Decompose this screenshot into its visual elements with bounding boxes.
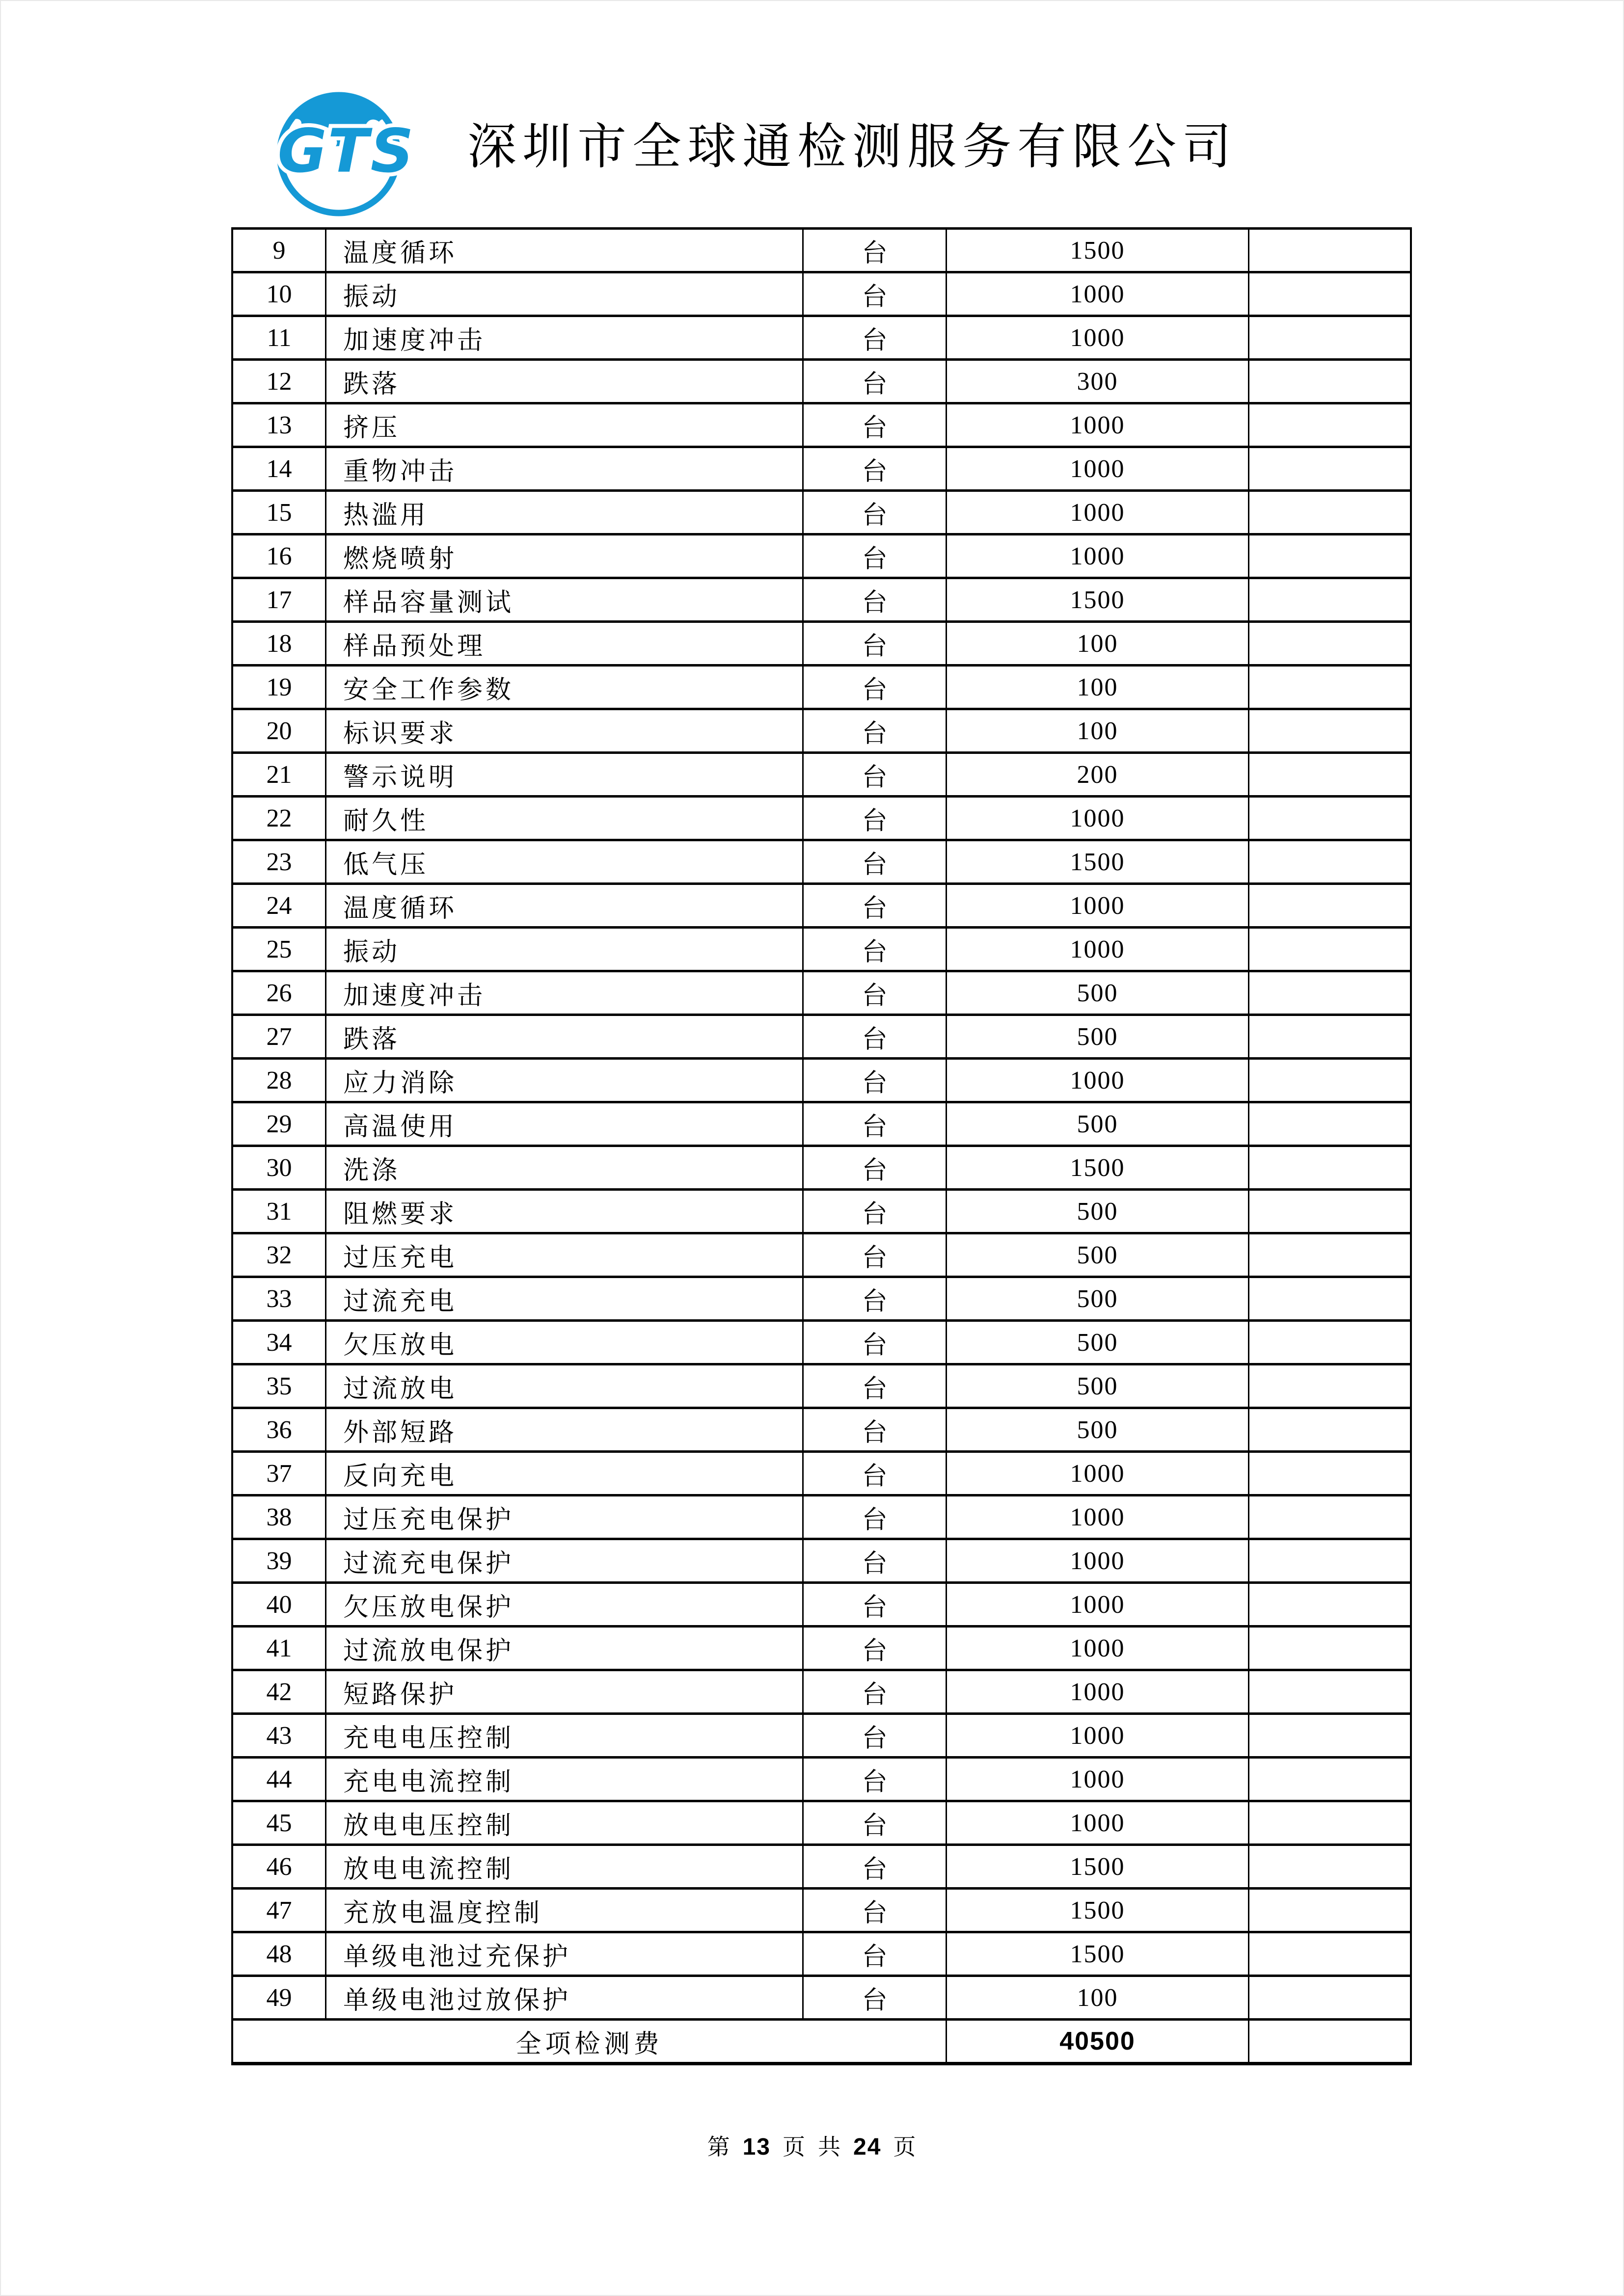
item-name: 洗涤: [326, 1146, 803, 1190]
notes-cell: [1249, 578, 1411, 622]
price: 1000: [947, 403, 1249, 447]
unit: 台: [803, 622, 947, 666]
item-name: 重物冲击: [326, 447, 803, 491]
item-name: 温度循环: [326, 229, 803, 272]
row-number: 38: [232, 1495, 326, 1539]
notes-cell: [1249, 709, 1411, 753]
table-row: [232, 1408, 1411, 1452]
table-body: [232, 229, 1411, 2020]
unit: 台: [803, 1976, 947, 2020]
table-row: [232, 1670, 1411, 1714]
notes-cell: [1249, 447, 1411, 491]
item-name: 应力消除: [326, 1059, 803, 1102]
unit: 台: [803, 491, 947, 534]
row-number: 45: [232, 1801, 326, 1845]
price: 1000: [947, 1627, 1249, 1670]
item-name: 阻燃要求: [326, 1190, 803, 1233]
notes-cell: [1249, 928, 1411, 971]
row-number: 35: [232, 1364, 326, 1408]
price: 1000: [947, 1670, 1249, 1714]
row-number: 47: [232, 1889, 326, 1932]
table-row: [232, 622, 1411, 666]
row-number: 34: [232, 1321, 326, 1364]
table-row: [232, 360, 1411, 403]
notes-cell: [1249, 1845, 1411, 1889]
row-number: 10: [232, 272, 326, 316]
item-name: 充电电流控制: [326, 1758, 803, 1801]
row-number: 36: [232, 1408, 326, 1452]
price: 1500: [947, 1889, 1249, 1932]
row-number: 25: [232, 928, 326, 971]
unit: 台: [803, 1452, 947, 1495]
table-row: [232, 1146, 1411, 1190]
item-name: 欠压放电: [326, 1321, 803, 1364]
total-label: 全项检测费: [232, 2020, 947, 2064]
item-name: 放电电压控制: [326, 1801, 803, 1845]
row-number: 27: [232, 1015, 326, 1059]
unit: 台: [803, 709, 947, 753]
price: 1000: [947, 797, 1249, 840]
unit: 台: [803, 1889, 947, 1932]
price: 1000: [947, 1583, 1249, 1627]
item-name: 安全工作参数: [326, 666, 803, 709]
table-row: [232, 491, 1411, 534]
unit: 台: [803, 316, 947, 360]
unit: 台: [803, 447, 947, 491]
price: 500: [947, 1408, 1249, 1452]
company-name-title: 深圳市全球通检测服务有限公司: [467, 120, 1237, 174]
price: 1000: [947, 928, 1249, 971]
row-number: 22: [232, 797, 326, 840]
notes-cell: [1249, 316, 1411, 360]
price: 100: [947, 666, 1249, 709]
table-row: [232, 447, 1411, 491]
item-name: 跌落: [326, 360, 803, 403]
table-row: [232, 1452, 1411, 1495]
unit: 台: [803, 1321, 947, 1364]
notes-cell: [1249, 1976, 1411, 2020]
item-name: 跌落: [326, 1015, 803, 1059]
item-name: 警示说明: [326, 753, 803, 797]
total-row: [232, 2020, 1411, 2064]
item-name: 样品容量测试: [326, 578, 803, 622]
price: 100: [947, 622, 1249, 666]
table-row: [232, 1364, 1411, 1408]
row-number: 33: [232, 1277, 326, 1321]
row-number: 48: [232, 1932, 326, 1976]
item-name: 加速度冲击: [326, 316, 803, 360]
price: 1000: [947, 1452, 1249, 1495]
footer-mid1: 页: [783, 2135, 806, 2160]
row-number: 12: [232, 360, 326, 403]
table-row: [232, 534, 1411, 578]
notes-cell: [1249, 753, 1411, 797]
price: 500: [947, 1190, 1249, 1233]
item-name: 热滥用: [326, 491, 803, 534]
row-number: 31: [232, 1190, 326, 1233]
unit: 台: [803, 360, 947, 403]
row-number: 29: [232, 1102, 326, 1146]
unit: 台: [803, 1583, 947, 1627]
footer-prefix: 第: [707, 2135, 731, 2160]
table-row: [232, 753, 1411, 797]
unit: 台: [803, 1758, 947, 1801]
unit: 台: [803, 884, 947, 928]
row-number: 32: [232, 1233, 326, 1277]
table-row: [232, 1845, 1411, 1889]
item-name: 充放电温度控制: [326, 1889, 803, 1932]
unit: 台: [803, 534, 947, 578]
price: 1500: [947, 1845, 1249, 1889]
notes-cell: [1249, 971, 1411, 1015]
price: 1500: [947, 1932, 1249, 1976]
notes-cell: [1249, 1714, 1411, 1758]
row-number: 13: [232, 403, 326, 447]
unit: 台: [803, 1059, 947, 1102]
unit: 台: [803, 578, 947, 622]
table-row: [232, 1015, 1411, 1059]
notes-cell: [1249, 534, 1411, 578]
notes-cell: [1249, 1801, 1411, 1845]
table-row: [232, 1583, 1411, 1627]
unit: 台: [803, 403, 947, 447]
footer-total-pages: 24: [853, 2134, 882, 2160]
unit: 台: [803, 1539, 947, 1583]
table-row: [232, 1976, 1411, 2020]
price: 1500: [947, 840, 1249, 884]
row-number: 41: [232, 1627, 326, 1670]
item-name: 挤压: [326, 403, 803, 447]
table-row: [232, 1102, 1411, 1146]
notes-cell: [1249, 1670, 1411, 1714]
unit: 台: [803, 840, 947, 884]
notes-cell: [1249, 666, 1411, 709]
table-row: [232, 666, 1411, 709]
item-name: 过流充电保护: [326, 1539, 803, 1583]
table-row: [232, 272, 1411, 316]
unit: 台: [803, 1627, 947, 1670]
price: 500: [947, 1321, 1249, 1364]
row-number: 49: [232, 1976, 326, 2020]
notes-cell: [1249, 1277, 1411, 1321]
row-number: 17: [232, 578, 326, 622]
notes-cell: [1249, 1146, 1411, 1190]
item-name: 过流充电: [326, 1277, 803, 1321]
unit: 台: [803, 1015, 947, 1059]
table-row: [232, 1889, 1411, 1932]
notes-cell: [1249, 1015, 1411, 1059]
row-number: 30: [232, 1146, 326, 1190]
item-name: 放电电流控制: [326, 1845, 803, 1889]
price: 1000: [947, 316, 1249, 360]
item-name: 欠压放电保护: [326, 1583, 803, 1627]
item-name: 低气压: [326, 840, 803, 884]
unit: 台: [803, 666, 947, 709]
notes-cell: [1249, 1321, 1411, 1364]
unit: 台: [803, 971, 947, 1015]
table-row: [232, 1932, 1411, 1976]
unit: 台: [803, 1495, 947, 1539]
row-number: 24: [232, 884, 326, 928]
notes-cell: [1249, 1495, 1411, 1539]
item-name: 燃烧喷射: [326, 534, 803, 578]
row-number: 16: [232, 534, 326, 578]
item-name: 反向充电: [326, 1452, 803, 1495]
row-number: 15: [232, 491, 326, 534]
notes-cell: [1249, 840, 1411, 884]
notes-cell: [1249, 1408, 1411, 1452]
table-total-section: [232, 2020, 1411, 2064]
price: 1000: [947, 1714, 1249, 1758]
page-number-footer: [0, 2129, 1624, 2162]
table-row: [232, 1321, 1411, 1364]
unit: 台: [803, 1146, 947, 1190]
table-row: [232, 1190, 1411, 1233]
notes-cell: [1249, 1233, 1411, 1277]
notes-cell: [1249, 272, 1411, 316]
row-number: 23: [232, 840, 326, 884]
row-number: 18: [232, 622, 326, 666]
notes-cell: [1249, 1627, 1411, 1670]
gts-globe-logo: [265, 87, 442, 225]
price: 500: [947, 1277, 1249, 1321]
item-name: 过压充电: [326, 1233, 803, 1277]
price: 1000: [947, 491, 1249, 534]
test-fee-table: [231, 227, 1412, 2065]
table-row: [232, 1495, 1411, 1539]
row-number: 19: [232, 666, 326, 709]
table-row: [232, 229, 1411, 272]
table-row: [232, 971, 1411, 1015]
notes-cell: [1249, 1452, 1411, 1495]
notes-cell: [1249, 1190, 1411, 1233]
unit: 台: [803, 1932, 947, 1976]
price: 100: [947, 709, 1249, 753]
price: 200: [947, 753, 1249, 797]
unit: 台: [803, 229, 947, 272]
item-name: 样品预处理: [326, 622, 803, 666]
table-row: [232, 1059, 1411, 1102]
row-number: 11: [232, 316, 326, 360]
table-row: [232, 1627, 1411, 1670]
notes-cell: [1249, 229, 1411, 272]
table-row: [232, 884, 1411, 928]
notes-cell: [1249, 1059, 1411, 1102]
notes-cell: [1249, 491, 1411, 534]
item-name: 过压充电保护: [326, 1495, 803, 1539]
unit: 台: [803, 1714, 947, 1758]
item-name: 过流放电保护: [326, 1627, 803, 1670]
unit: 台: [803, 272, 947, 316]
price: 1500: [947, 578, 1249, 622]
notes-cell: [1249, 797, 1411, 840]
total-notes-cell: [1249, 2020, 1411, 2064]
item-name: 单级电池过放保护: [326, 1976, 803, 2020]
unit: 台: [803, 1190, 947, 1233]
item-name: 振动: [326, 272, 803, 316]
price: 500: [947, 1364, 1249, 1408]
table-row: [232, 316, 1411, 360]
notes-cell: [1249, 403, 1411, 447]
notes-cell: [1249, 1758, 1411, 1801]
price: 1500: [947, 229, 1249, 272]
item-name: 标识要求: [326, 709, 803, 753]
price: 1000: [947, 1801, 1249, 1845]
unit: 台: [803, 753, 947, 797]
notes-cell: [1249, 1583, 1411, 1627]
notes-cell: [1249, 622, 1411, 666]
item-name: 耐久性: [326, 797, 803, 840]
unit: 台: [803, 797, 947, 840]
notes-cell: [1249, 884, 1411, 928]
notes-cell: [1249, 1889, 1411, 1932]
notes-cell: [1249, 1102, 1411, 1146]
notes-cell: [1249, 1364, 1411, 1408]
price: 1000: [947, 884, 1249, 928]
price: 100: [947, 1976, 1249, 2020]
table-row: [232, 928, 1411, 971]
price: 1000: [947, 1495, 1249, 1539]
item-name: 单级电池过充保护: [326, 1932, 803, 1976]
notes-cell: [1249, 1539, 1411, 1583]
total-value: 40500: [947, 2020, 1249, 2064]
item-name: 振动: [326, 928, 803, 971]
notes-cell: [1249, 1932, 1411, 1976]
unit: 台: [803, 1801, 947, 1845]
item-name: 高温使用: [326, 1102, 803, 1146]
notes-cell: [1249, 360, 1411, 403]
row-number: 21: [232, 753, 326, 797]
price: 500: [947, 1233, 1249, 1277]
price: 500: [947, 971, 1249, 1015]
price: 1000: [947, 1059, 1249, 1102]
table-row: [232, 1758, 1411, 1801]
unit: 台: [803, 1233, 947, 1277]
price: 500: [947, 1015, 1249, 1059]
unit: 台: [803, 1845, 947, 1889]
row-number: 43: [232, 1714, 326, 1758]
row-number: 37: [232, 1452, 326, 1495]
row-number: 40: [232, 1583, 326, 1627]
table-row: [232, 709, 1411, 753]
item-name: 过流放电: [326, 1364, 803, 1408]
item-name: 短路保护: [326, 1670, 803, 1714]
footer-suffix: 页: [893, 2135, 917, 2160]
table-row: [232, 578, 1411, 622]
unit: 台: [803, 1364, 947, 1408]
unit: 台: [803, 1277, 947, 1321]
price: 1000: [947, 272, 1249, 316]
price: 1000: [947, 534, 1249, 578]
item-name: 充电电压控制: [326, 1714, 803, 1758]
row-number: 26: [232, 971, 326, 1015]
row-number: 42: [232, 1670, 326, 1714]
unit: 台: [803, 928, 947, 971]
unit: 台: [803, 1670, 947, 1714]
unit: 台: [803, 1408, 947, 1452]
item-name: 加速度冲击: [326, 971, 803, 1015]
table-row: [232, 1714, 1411, 1758]
table-row: [232, 1801, 1411, 1845]
price: 1500: [947, 1146, 1249, 1190]
table-row: [232, 840, 1411, 884]
row-number: 44: [232, 1758, 326, 1801]
price: 300: [947, 360, 1249, 403]
price: 1000: [947, 1758, 1249, 1801]
unit: 台: [803, 1102, 947, 1146]
gts-wordmark: GTS: [277, 116, 416, 186]
price: 1000: [947, 447, 1249, 491]
table-row: [232, 1277, 1411, 1321]
price: 1000: [947, 1539, 1249, 1583]
row-number: 46: [232, 1845, 326, 1889]
row-number: 14: [232, 447, 326, 491]
table-row: [232, 1539, 1411, 1583]
footer-current-page: 13: [742, 2134, 771, 2160]
row-number: 28: [232, 1059, 326, 1102]
table-row: [232, 403, 1411, 447]
table-row: [232, 797, 1411, 840]
row-number: 9: [232, 229, 326, 272]
price: 500: [947, 1102, 1249, 1146]
table-row: [232, 1233, 1411, 1277]
footer-mid2: 共: [818, 2135, 841, 2160]
row-number: 20: [232, 709, 326, 753]
row-number: 39: [232, 1539, 326, 1583]
item-name: 外部短路: [326, 1408, 803, 1452]
item-name: 温度循环: [326, 884, 803, 928]
